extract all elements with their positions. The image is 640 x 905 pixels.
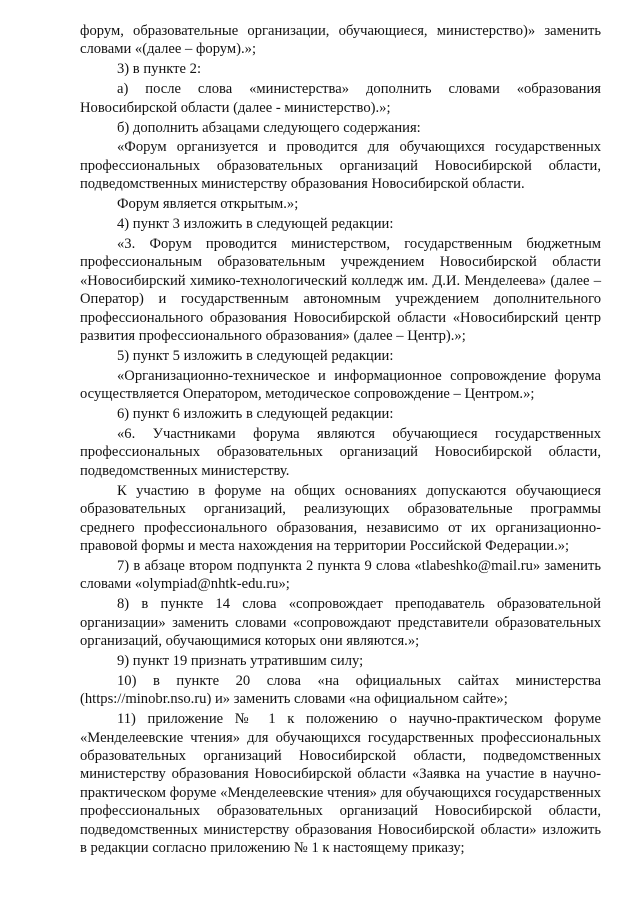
- document-page: [80, 22, 601, 857]
- paragraph-item-10: 10) в пункте 20 слова «на официальных сайтах министерства (https://minobr.nso.ru) и» заменить словами «на официальном сайте»;: [80, 672, 601, 708]
- paragraph-clause-6: «6. Участниками форума являются обучающиеся государственных профессиональных образовательных организаций Новосибирской области, подведомственных министерству.: [80, 426, 601, 479]
- paragraph-item-9: 9) пункт 19 признать утратившим силу;: [117, 652, 364, 669]
- paragraph-admission: К участию в форуме на общих основаниях допускаются обучающиеся образовательных организаций, реализующих образовательные программы среднего профессионального образования, независимо от их организационно-правовой формы и места нахождения на территории Российской Федерации.»;: [80, 482, 601, 554]
- paragraph-clause-3: «3. Форум проводится министерством, государственным бюджетным профессиональным образовательным учреждением Новосибирской области «Новосибирский химико-технологический колледж им. Д.И. Менделеева» (далее – Оператор) и государственным автономным учреждением дополнительного профессионального образования Новосибирской области «Новосибирский центр развития профессионального образования» (далее – Центр).»;: [80, 235, 601, 344]
- paragraph-forum-organized: «Форум организуется и проводится для обучающихся государственных профессиональных образовательных организаций Новосибирской области, подведомственных министерству образования Новосибирской области.: [80, 139, 601, 193]
- paragraph-forum-open: Форум является открытым.»;: [117, 196, 299, 213]
- paragraph-forum-definition: форум, образовательные организации, обучающиеся, министерство)» заменить словами «(далее – форум).»;: [80, 23, 601, 58]
- paragraph-support: «Организационно-техническое и информационное сопровождение форума осуществляется Оператором, методическое сопровождение – Центром.»;: [80, 367, 601, 403]
- paragraph-item-3b: б) дополнить абзацами следующего содержания:: [117, 119, 421, 136]
- paragraph-item-11: 11) приложение № 1 к положению о научно-практическом форуме «Менделеевские чтения» для обучающихся государственных профессиональных образовательных организаций Новосибирской области, подведомственных министерству образования Новосибирской области «Заявка на участие в научно-практическом форуме «Менделеевские чтения» для обучающихся государственных профессиональных образовательных организаций Новосибирской области, подведомственных министерству образования Новосибирской области» изложить в редакции согласно приложению № 1 к настоящему приказу;: [80, 711, 601, 856]
- paragraph-item-4: 4) пункт 3 изложить в следующей редакции:: [117, 216, 394, 233]
- paragraph-item-5: 5) пункт 5 изложить в следующей редакции:: [117, 347, 394, 364]
- paragraph-item-8: 8) в пункте 14 слова «сопровождает преподаватель образовательной организации» заменить словами «сопровождают представители образовательных организаций, обучающимися которых они являются.»;: [80, 596, 601, 649]
- paragraph-item-3: 3) в пункте 2:: [117, 61, 202, 78]
- paragraph-item-7: 7) в абзаце втором подпункта 2 пункта 9 слова «tlabeshko@mail.ru» заменить словами «olympiad@nhtk-edu.ru»;: [80, 557, 601, 593]
- paragraph-item-3a: а) после слова «министерства» дополнить словами «образования Новосибирской области (далее - министерство).»;: [80, 81, 601, 116]
- paragraph-item-6: 6) пункт 6 изложить в следующей редакции:: [117, 406, 394, 423]
